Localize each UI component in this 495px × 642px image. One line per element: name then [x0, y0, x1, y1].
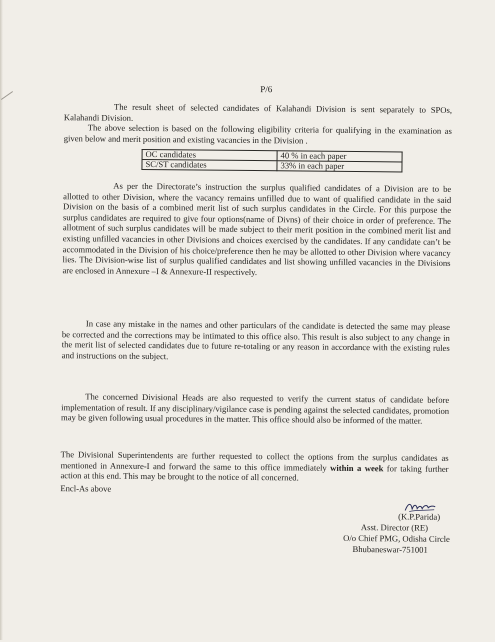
signature-block — [298, 510, 458, 556]
table-cell-criterion: 40 % in each paper — [277, 151, 402, 162]
signatory-name: (K.P.Parida) — [398, 511, 441, 522]
table-cell-category: OC candidates — [142, 149, 277, 160]
paragraph-divisional-superintendents — [60, 449, 448, 485]
table-row — [142, 159, 402, 171]
paragraph-eligibility: The above selection is based on the following eligibility criteria for qualifying in the examination as given below and merit position and existing vacancies in the Division . — [63, 122, 452, 146]
paragraph-text-start: The Divisional Superintendents are further requested to collect the options from the surplus candidates as mentioned in Annexure-I and forward the same to this office immediately — [60, 449, 449, 473]
signatory-designation: Asst. Director (RE) — [360, 522, 429, 533]
enclosure-note: Encl-As above — [60, 483, 112, 494]
signatory-office: O/o Chief PMG, Odisha Circle — [343, 532, 450, 544]
paragraph-surplus-allotment: As per the Directorate’s instruction the surplus qualified candidates of a Division are to be allotted to other Division, where the vacancy remains unfilled due to want of qualified candidate in the said Division on the basis of a combined merit list of such surplus candidates in the Circle. For this purpose the surplus candidates are required to give four options(name of Divns) of their choice in order of preference. The allotment of such surplus candidates will be made subject to their merit position in the combined merit list and existing unfilled vacancies in other Divisions and choices exercised by the candidates. If any candidate can’t be accommodated in the Division of his choice/preference then he may be allotted to other Division where vacancy lies. The Division-wise list of surplus qualified candidates and list showing unfilled vacancies in the Divisions are enclosed in Annexure –I & Annexure-II respectively. — [62, 180, 452, 277]
paragraph-result-sheet: The result sheet of selected candidates of Kalahandi Division is sent separately to SPOs, Kalahandi Division. — [63, 101, 453, 123]
signatory-city: Bhubaneswar-751001 — [352, 543, 428, 555]
table-cell-criterion: 33% in each paper — [277, 161, 402, 172]
paragraph-text-end: for taking further action at this end. This may be brought to the notice of all concerned. — [60, 462, 449, 483]
paragraph-divisional-heads: The concerned Divisional Heads are also requested to verify the current status of candidate before implementation of result. If any disciplinary/vigilance case is pending against the selected candidates, promotion may be given following usual procedures in the matter. This office should also be informed of the matter. — [61, 391, 450, 426]
paragraph-mistakes: In case any mistake in the names and other particulars of the candidate is detected the same may please be corrected and the corrections may be intimated to this office also. This result is also subject to any change in the merit list of selected candidates due to future re-totaling or any reason in accordance with the existing rules and instructions on the subject. — [61, 318, 450, 361]
deadline-emphasis: within a week — [330, 462, 384, 473]
table-cell-category: SC/ST candidates — [142, 159, 277, 170]
eligibility-criteria-table — [141, 149, 402, 173]
page-number: P/6 — [260, 84, 273, 95]
